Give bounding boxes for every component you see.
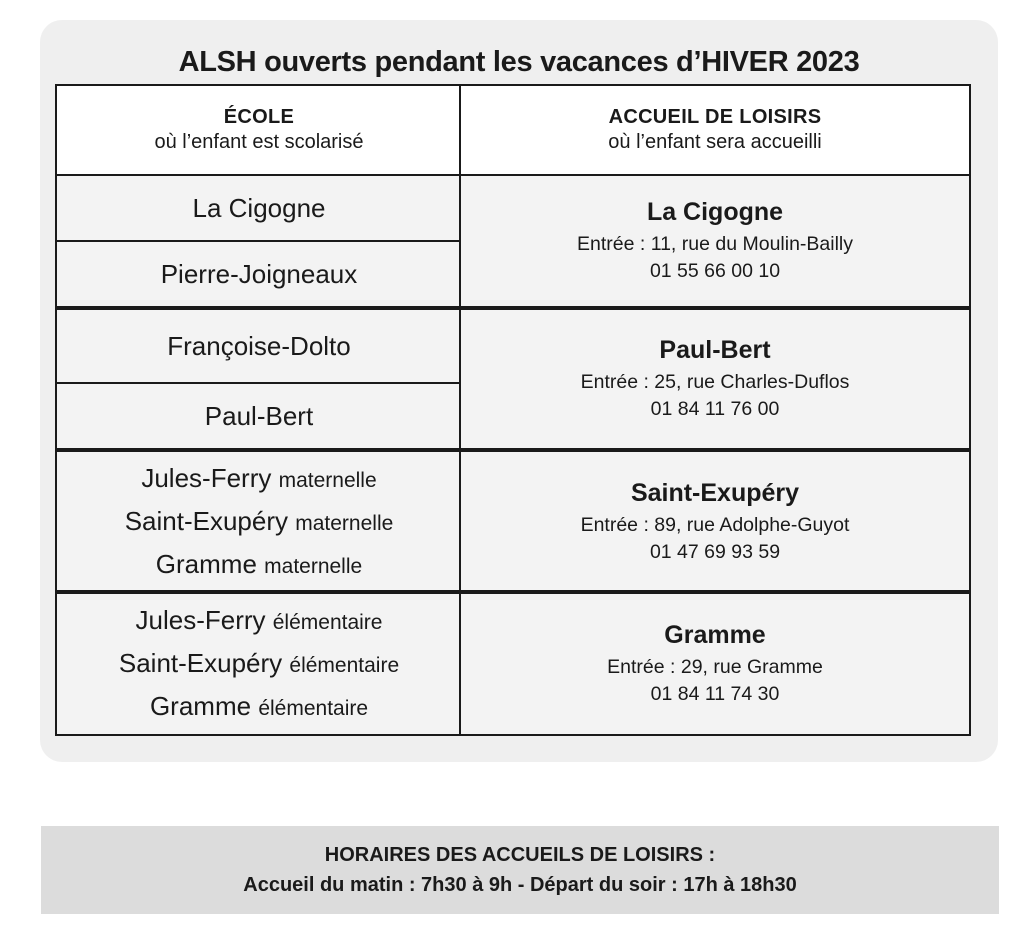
center-name: Saint-Exupéry xyxy=(630,478,800,507)
school-name: La Cigogne xyxy=(192,193,326,223)
center-address: Entrée : 11, rue du Moulin-Bailly xyxy=(576,232,854,255)
school-line xyxy=(136,600,383,643)
center-phone: 01 47 69 93 59 xyxy=(649,540,781,563)
school-cell xyxy=(55,174,463,242)
hours-detail: Accueil du matin : 7h30 à 9h - Départ du soir : 17h à 18h30 xyxy=(243,874,797,896)
school-line xyxy=(156,544,362,587)
center-cell xyxy=(459,450,971,594)
school-name: Pierre-Joigneaux xyxy=(160,259,358,289)
center-name: La Cigogne xyxy=(646,197,784,226)
school-cell xyxy=(55,382,463,450)
school-level: maternelle xyxy=(278,468,377,492)
school-line xyxy=(119,643,399,686)
header-center-title: ACCUEIL DE LOISIRS xyxy=(608,106,822,128)
header-school-subtitle: où l’enfant est scolarisé xyxy=(154,131,364,153)
hours-banner xyxy=(41,826,999,914)
header-center xyxy=(459,84,971,176)
school-cell xyxy=(55,592,463,736)
center-address: Entrée : 25, rue Charles-Duflos xyxy=(580,370,850,393)
center-cell xyxy=(459,308,971,450)
school-name: Saint-Exupéry xyxy=(124,505,288,536)
school-level: maternelle xyxy=(295,511,394,535)
school-name: Jules-Ferry xyxy=(135,604,266,635)
school-line xyxy=(125,501,394,544)
page-title: ALSH ouverts pendant les vacances d’HIVER 2023 xyxy=(178,46,860,78)
school-level: élémentaire xyxy=(258,696,369,720)
center-address: Entrée : 29, rue Gramme xyxy=(607,655,823,678)
header-school-title: ÉCOLE xyxy=(223,106,295,128)
school-name: Françoise-Dolto xyxy=(167,331,351,361)
center-phone: 01 55 66 00 10 xyxy=(649,259,781,282)
center-cell xyxy=(459,174,971,308)
hours-title: HORAIRES DES ACCUEILS DE LOISIRS : xyxy=(324,844,716,866)
header-center-subtitle: où l’enfant sera accueilli xyxy=(608,131,822,153)
school-cell xyxy=(55,308,463,384)
center-name: Gramme xyxy=(664,620,766,649)
school-level: maternelle xyxy=(264,554,363,578)
center-phone: 01 84 11 76 00 xyxy=(650,397,780,420)
school-line xyxy=(141,458,376,501)
school-name: Paul-Bert xyxy=(204,401,314,431)
school-name: Gramme xyxy=(149,690,252,721)
school-line xyxy=(150,686,368,729)
center-address: Entrée : 89, rue Adolphe-Guyot xyxy=(580,513,850,536)
center-phone: 01 84 11 74 30 xyxy=(650,682,780,705)
school-cell xyxy=(55,450,463,594)
header-school xyxy=(55,84,463,176)
school-level: élémentaire xyxy=(272,610,383,634)
school-level: élémentaire xyxy=(289,653,400,677)
school-cell xyxy=(55,240,463,308)
school-name: Saint-Exupéry xyxy=(118,647,283,678)
school-name: Gramme xyxy=(155,548,257,579)
school-name: Jules-Ferry xyxy=(141,462,272,493)
alsh-table xyxy=(55,84,971,736)
center-cell xyxy=(459,592,971,736)
center-name: Paul-Bert xyxy=(659,335,771,364)
